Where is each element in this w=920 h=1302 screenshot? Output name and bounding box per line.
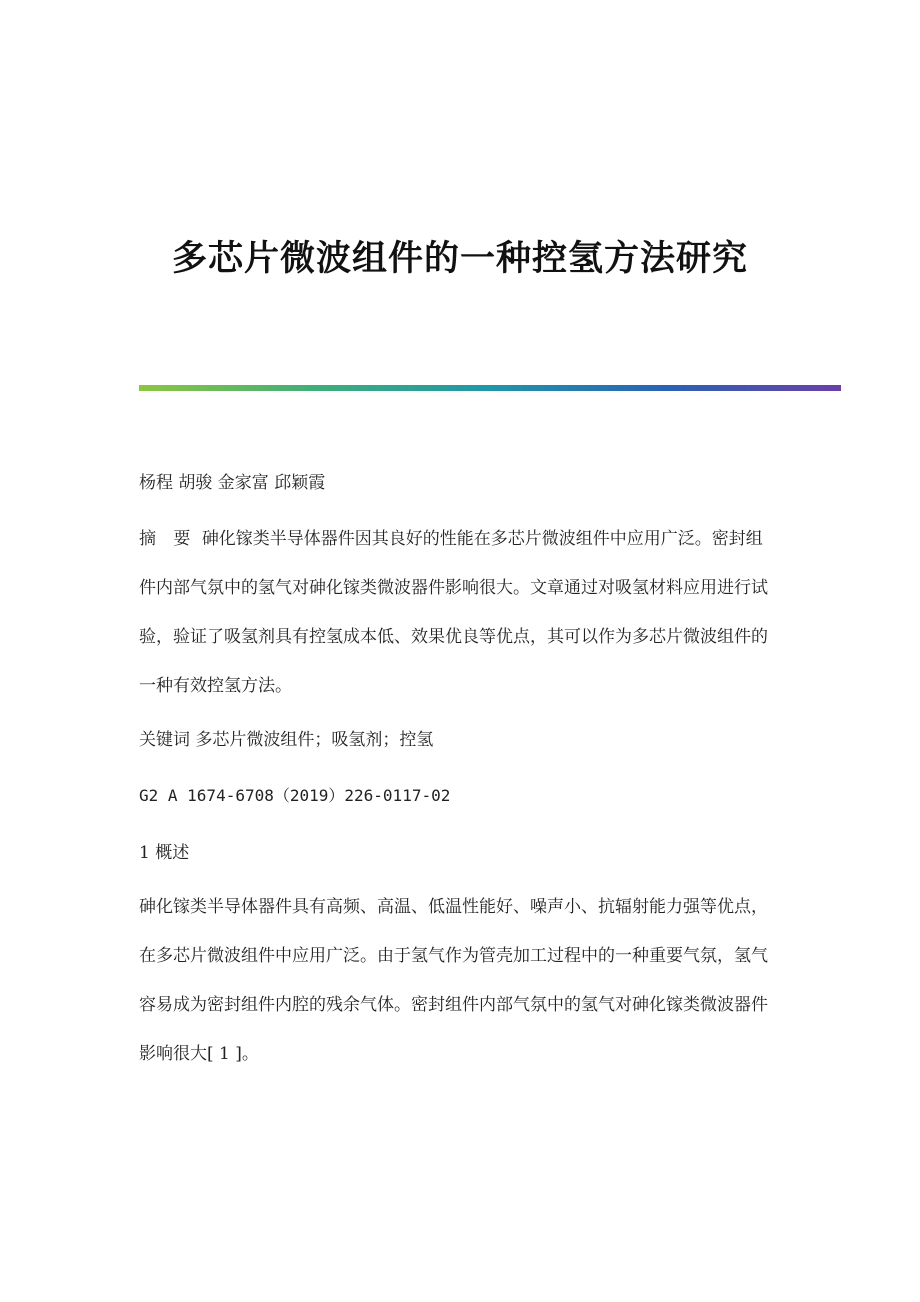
keywords-block bbox=[139, 728, 771, 752]
abstract-block bbox=[139, 515, 771, 711]
abstract-text: 砷化镓类半导体器件因其良好的性能在多芯片微波组件中应用广泛。密封组件内部气氛中的氢气对砷化镓类微波器件影响很大。文章通过对吸氢材料应用进行试验，验证了吸氢剂具有控氢成本低、效果优良等优点，其可以作为多芯片微波组件的一种有效控氢方法。 bbox=[139, 529, 768, 696]
keywords-label: 关键词 bbox=[139, 730, 190, 750]
abstract-label: 摘 要 bbox=[139, 529, 197, 549]
author-list: 杨程 胡骏 金家富 邱颖霞 bbox=[139, 473, 326, 493]
section-heading-overview: 1 概述 bbox=[139, 843, 190, 863]
classification-number: G2 A 1674-6708（2019）226-0117-02 bbox=[139, 786, 451, 805]
title-divider-gradient bbox=[139, 385, 841, 391]
section-paragraph: 砷化镓类半导体器件具有高频、高温、低温性能好、噪声小、抗辐射能力强等优点，在多芯片微波组件中应用广泛。由于氢气作为管壳加工过程中的一种重要气氛，氢气容易成为密封组件内腔的残余气体。密封组件内部气氛中的氢气对砷化镓类微波器件影响很大[ 1 ]。 bbox=[139, 897, 768, 1064]
paper-title: 多芯片微波组件的一种控氢方法研究 bbox=[171, 238, 748, 280]
keywords-text: 多芯片微波组件；吸氢剂；控氢 bbox=[195, 730, 434, 750]
